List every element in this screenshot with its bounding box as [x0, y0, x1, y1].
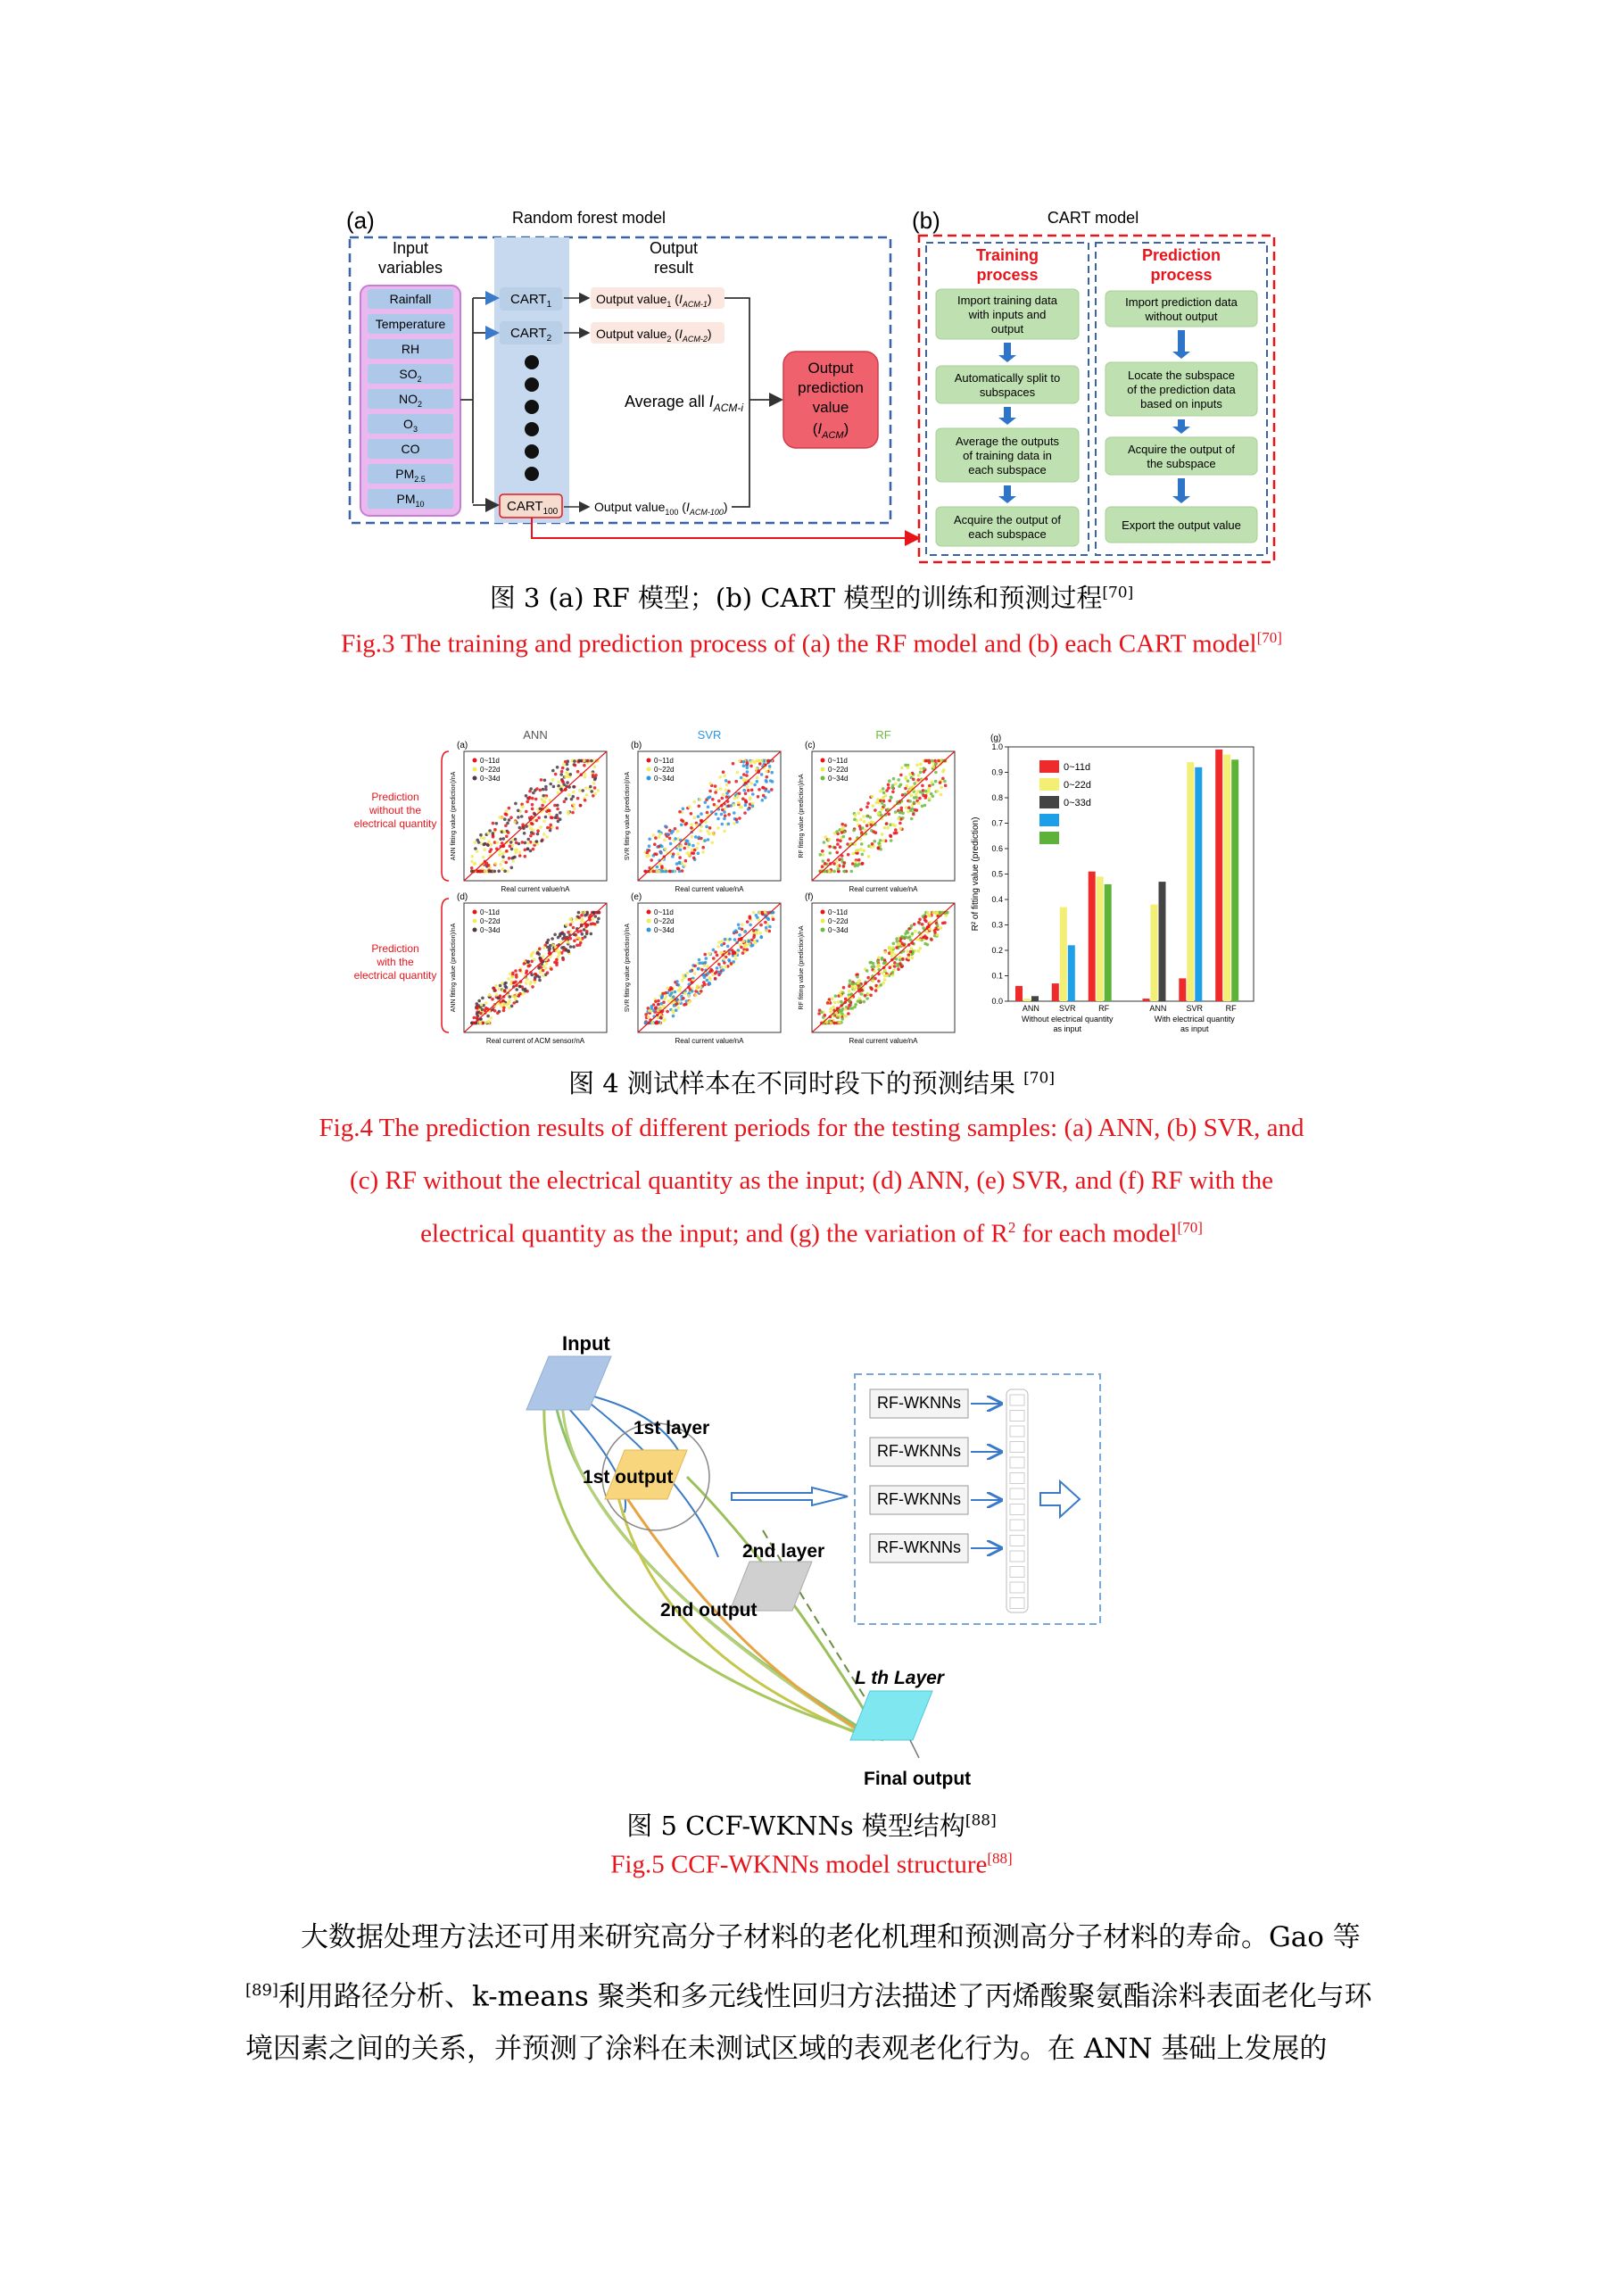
paragraph-line-3: 境因素之间的关系，并预测了涂料在未测试区域的表观老化行为。在 ANN 基础上发展的 [245, 2033, 1328, 2066]
prediction-step-2-line-2: based on inputs [1140, 397, 1222, 410]
panel-b-label: (b) [912, 207, 940, 234]
svg-text:SO2: $SO_2$ [399, 367, 422, 384]
scatter-legend-label: 0~22d [480, 917, 501, 925]
category-label: ANN [1149, 1004, 1167, 1013]
training-step-2 [936, 366, 1079, 403]
y-tick-label: 0.0 [991, 997, 1003, 1006]
output-hollow-arrow [1040, 1481, 1080, 1517]
scatter-ylabel: ANN fitting value (prediction)/nA [451, 771, 457, 861]
scatter-panel-f [799, 892, 955, 1045]
average-label: Average all $I_{ACM-i}$ [625, 393, 744, 414]
input-variable-5 [368, 414, 453, 434]
y-tick-label: 1.0 [991, 742, 1003, 751]
category-label: SVR [1058, 1004, 1076, 1013]
svg-text:PM2.5: $PM_{2.5}$ [395, 467, 426, 484]
bar-svr-4-s0 [1179, 978, 1186, 1001]
layer-connection-curves [544, 1389, 883, 1740]
panel-letter: (d) [457, 892, 468, 902]
scatter-legend-label: 0~11d [654, 757, 674, 765]
scatter-legend-label: 0~34d [828, 926, 849, 934]
row-label-top-3: electrical quantity [353, 817, 437, 830]
prediction-step-4 [1105, 507, 1257, 543]
paragraph-line-2: [89]利用路径分析、k-means 聚类和多元线性回归方法描述了丙烯酸聚氨酯涂料表面老化与环 [245, 1980, 1372, 2013]
training-step-4-line-0: Acquire the output of [954, 513, 1061, 526]
body-paragraph [245, 1911, 1379, 2076]
input-header-2: variables [377, 259, 443, 277]
input-variable-3 [368, 364, 453, 384]
scatter-ylabel: SVR fitting value (prediction)/nA [625, 771, 631, 861]
l-th-layer-label: L th Layer [855, 1668, 944, 1688]
scatter-legend-label: 0~22d [654, 917, 675, 925]
panel-letter: (b) [631, 741, 642, 750]
category-label: RF [1098, 1004, 1110, 1013]
legend-label-2: 0~33d [1064, 798, 1091, 808]
rf-wknns-block-1 [870, 1389, 1001, 1418]
row-label-bottom-2: with the [377, 956, 414, 968]
training-step-3-line-2: each subspace [968, 463, 1047, 477]
scatter-ylabel: RF fitting value (prediction)/nA [799, 774, 805, 858]
svg-text:Output: Output [807, 360, 854, 377]
scatter-legend-label: 0~11d [480, 757, 500, 765]
fig4-caption-cn: 图 4 测试样本在不同时段下的预测结果 [70] [567, 1068, 1055, 1098]
step-arrow [998, 407, 1016, 425]
training-step-2-line-1: subspaces [979, 385, 1036, 399]
output-value-2 [591, 322, 725, 344]
step-arrow [998, 343, 1016, 362]
panel-letter: (a) [457, 741, 468, 750]
fig5-caption-cn: 图 5 CCF-WKNNs 模型结构[88] [626, 1811, 997, 1841]
svg-text:Rainfall: Rainfall [389, 292, 432, 306]
r2-bar-chart [971, 734, 1254, 1033]
output-header-1: Output [649, 239, 699, 257]
svg-text:CART1: $CART_1$ [510, 292, 552, 310]
rf-wknns-block-4 [870, 1534, 1001, 1562]
scatter-xlabel: Real current value/nA [501, 885, 570, 893]
figure-5 [509, 1334, 1115, 1798]
panel-letter: (f) [805, 892, 814, 902]
input-layer-shape [526, 1356, 611, 1410]
scatter-legend-label: 0~22d [828, 766, 849, 774]
legend-label-1: 0~22d [1064, 780, 1091, 791]
legend-swatch-1 [1039, 778, 1059, 791]
panel-a-label: (a) [346, 207, 375, 234]
y-axis-label: R² of fitting value (prediction) [971, 816, 981, 932]
legend-swatch-4 [1039, 832, 1059, 844]
fig3-caption-en: Fig.3 The training and prediction process of (a) the RF model and (b) each CART model[70] [341, 629, 1282, 659]
scatter-legend-label: 0~11d [654, 908, 674, 916]
group-label: as input [1180, 1024, 1209, 1033]
training-step-3-line-0: Average the outputs [955, 435, 1060, 448]
output-header-2: result [653, 259, 694, 277]
row-label-bottom-3: electrical quantity [353, 969, 437, 982]
y-tick-label: 0.1 [991, 971, 1003, 981]
svg-text:Temperature: Temperature [375, 317, 446, 331]
svg-text:RF-WKNNs: RF-WKNNs [877, 1490, 961, 1508]
prediction-step-1-line-0: Import prediction data [1125, 295, 1238, 309]
figure-3 [339, 203, 1285, 569]
step-arrow [1172, 419, 1190, 434]
svg-text:NO2: $NO_2$ [398, 392, 423, 409]
scatter-ylabel: RF fitting value (prediction)/nA [799, 925, 805, 1010]
svg-text:Output value100 (IACM-100): Output value$_{100}$ $(I_{ACM-100})$ [594, 500, 728, 517]
training-step-3-line-1: of training data in [963, 449, 1052, 462]
paragraph-line-1: 大数据处理方法还可用来研究高分子材料的老化机理和预测高分子材料的寿命。Gao 等 [301, 1921, 1361, 1953]
bar-rf-5-s1 [1223, 755, 1230, 1001]
svg-text:RF-WKNNs: RF-WKNNs [877, 1538, 961, 1556]
scatter-xlabel: Real current value/nA [675, 1037, 744, 1045]
legend-swatch-3 [1039, 814, 1059, 826]
training-step-1-line-0: Import training data [956, 294, 1058, 307]
scatter-legend-label: 0~11d [480, 908, 500, 916]
step-arrow [1172, 330, 1190, 359]
panel-letter: (e) [631, 892, 642, 902]
y-tick-label: 0.8 [991, 793, 1003, 802]
legend-swatch-0 [1039, 760, 1059, 773]
svg-text:CO: CO [401, 442, 420, 456]
scatter-legend-label: 0~22d [828, 917, 849, 925]
input-label: Input [562, 1334, 610, 1355]
scatter-xlabel: Real current value/nA [849, 1037, 918, 1045]
output-prediction-value-box [783, 352, 878, 448]
bar-rf-2-s0 [1089, 872, 1096, 1001]
svg-text:Output value2 (IACM-2): Output value$_2$ $(I_{ACM-2})$ [596, 327, 712, 344]
bar-rf-5-s0 [1215, 750, 1222, 1001]
bar-ann-3-s0 [1143, 999, 1150, 1001]
cart-100-to-cart-model-arrow [532, 518, 919, 538]
input-header-1: Input [392, 239, 429, 257]
scatter-legend-label: 0~22d [480, 766, 501, 774]
scatter-legend-label: 0~11d [828, 757, 848, 765]
bar-ann-0-s1 [1023, 999, 1031, 1001]
input-variable-6 [368, 439, 453, 459]
prediction-title-1: Prediction [1141, 246, 1221, 264]
fig5-caption-en: Fig.5 CCF-WKNNs model structure[88] [610, 1850, 1013, 1879]
training-title-2: process [976, 266, 1039, 284]
training-step-1-line-2: output [990, 322, 1024, 336]
input-variable-0 [368, 289, 453, 309]
prediction-step-3 [1105, 437, 1257, 475]
scatter-legend-label: 0~22d [654, 766, 675, 774]
bar-svr-1-s1 [1060, 908, 1067, 1001]
step-arrow [998, 485, 1016, 503]
svg-text:CART2: $CART_2$ [510, 326, 552, 344]
training-title-1: Training [975, 246, 1039, 264]
scatter-panel-c [799, 728, 955, 893]
svg-text:PM10: $PM_{10}$ [396, 492, 425, 509]
group-label: With electrical quantity [1154, 1015, 1235, 1024]
col-title-1: SVR [697, 728, 722, 742]
svg-text:CART100: $CART_{100}$ [507, 499, 559, 517]
y-tick-label: 0.6 [991, 844, 1003, 853]
input-to-cart-connector [460, 298, 498, 505]
col-title-0: ANN [523, 728, 548, 742]
row-label-top-1: Prediction [371, 791, 419, 803]
bar-ann-0-s0 [1015, 986, 1023, 1001]
first-layer-label: 1st layer [633, 1418, 710, 1438]
neuron-column [1006, 1389, 1028, 1612]
svg-text:Output value1 (IACM-1): Output value$_1$ $(I_{ACM-1})$ [596, 292, 712, 309]
input-variable-7 [368, 464, 453, 484]
prediction-step-2-line-1: of the prediction data [1127, 383, 1236, 396]
final-output-label: Final output [864, 1769, 972, 1789]
panel-letter: (c) [805, 741, 816, 750]
svg-text:O3: $O_3$ [403, 417, 418, 434]
scatter-legend-label: 0~34d [480, 926, 501, 934]
scatter-legend-label: 0~34d [480, 775, 501, 783]
input-variable-2 [368, 339, 453, 359]
training-step-4-line-1: each subspace [968, 527, 1047, 541]
panel-letter-g: (g) [990, 734, 1002, 743]
training-step-1 [936, 289, 1079, 339]
y-tick-label: 0.3 [991, 920, 1003, 930]
bar-rf-5-s4 [1231, 759, 1238, 1001]
cart-2 [500, 321, 562, 344]
bar-ann-3-s1 [1151, 905, 1158, 1001]
scatter-panel-b [625, 728, 781, 893]
svg-text:RF-WKNNs: RF-WKNNs [877, 1442, 961, 1460]
category-label: SVR [1186, 1004, 1204, 1013]
prediction-step-2 [1105, 362, 1257, 416]
bar-ann-3-s2 [1159, 882, 1166, 1001]
prediction-step-3-line-0: Acquire the output of [1128, 443, 1235, 456]
prediction-step-1 [1105, 291, 1257, 327]
category-label: RF [1225, 1004, 1237, 1013]
output-value-100 [594, 500, 728, 517]
rf-wknns-block-3 [870, 1486, 1001, 1514]
prediction-title-2: process [1150, 266, 1213, 284]
scatter-panel-e [625, 892, 781, 1045]
scatter-ylabel: ANN fitting value (prediction)/nA [451, 923, 457, 1013]
svg-text:prediction: prediction [798, 379, 864, 396]
svg-text:RF-WKNNs: RF-WKNNs [877, 1394, 961, 1412]
y-tick-label: 0.2 [991, 946, 1003, 955]
scatter-panels [451, 728, 955, 1045]
prediction-step-1-line-1: without output [1145, 310, 1218, 323]
scatter-legend-label: 0~34d [654, 926, 675, 934]
fig4-caption-en-2: (c) RF without the electrical quantity as the input; (d) ANN, (e) SVR, and (f) RF with the [350, 1166, 1273, 1195]
fig4-caption-en-3: electrical quantity as the input; and (g) the variation of $R^2$ for each model[70] [420, 1219, 1203, 1248]
training-step-3 [936, 428, 1079, 482]
scatter-legend-label: 0~34d [828, 775, 849, 783]
training-step-4 [936, 507, 1079, 546]
rf-wknns-blocks [870, 1389, 1001, 1562]
input-variable-list [368, 289, 453, 509]
bar-rf-2-s4 [1105, 884, 1112, 1001]
second-output-label: 2nd output [660, 1600, 758, 1620]
prediction-step-4-line-0: Export the output value [1122, 518, 1241, 532]
prediction-step-2-line-0: Locate the subspace [1128, 369, 1235, 382]
scatter-panel-d [451, 892, 607, 1045]
scatter-panel-a [451, 728, 607, 893]
svg-text:value: value [812, 399, 849, 416]
y-tick-label: 0.9 [991, 767, 1003, 777]
scatter-ylabel: SVR fitting value (prediction)/nA [625, 923, 631, 1013]
y-tick-label: 0.5 [991, 869, 1003, 879]
input-variable-1 [368, 314, 453, 334]
bar-svr-1-s0 [1052, 983, 1059, 1001]
rf-wknns-block-2 [870, 1438, 1001, 1466]
scatter-xlabel: Real current value/nA [675, 885, 744, 893]
first-output-label: 1st output [583, 1467, 674, 1488]
svg-text:RH: RH [401, 342, 420, 356]
input-variable-4 [368, 389, 453, 409]
group-label: as input [1053, 1024, 1082, 1033]
cart-model-title: CART model [1047, 209, 1139, 227]
scatter-xlabel: Real current value/nA [849, 885, 918, 893]
scatter-xlabel: Real current of ACM sensor/nA [485, 1037, 585, 1045]
fig3-caption-cn: 图 3 (a) RF 模型；(b) CART 模型的训练和预测过程[70] [489, 583, 1134, 613]
figure-4 [344, 725, 1280, 1046]
row-label-bottom-1: Prediction [371, 942, 419, 955]
group-label: Without electrical quantity [1021, 1015, 1114, 1024]
cart-1 [500, 287, 562, 311]
training-step-2-line-0: Automatically split to [954, 371, 1061, 385]
col-title-2: RF [875, 728, 891, 742]
step-arrow [1172, 478, 1190, 503]
training-step-1-line-1: with inputs and [968, 308, 1047, 321]
y-tick-label: 0.4 [991, 895, 1003, 904]
fig4-caption-en-1: Fig.4 The prediction results of different periods for the testing samples: (a) ANN, (b) SVR, and [319, 1114, 1304, 1142]
input-variable-8 [368, 489, 453, 509]
scatter-legend-label: 0~34d [654, 775, 675, 783]
output-value-1 [591, 287, 725, 309]
legend-label-0: 0~11d [1064, 762, 1091, 773]
bar-svr-4-s3 [1195, 767, 1202, 1001]
final-output-shape [850, 1691, 932, 1740]
cart-100 [500, 494, 562, 518]
category-label: ANN [1022, 1004, 1039, 1013]
y-tick-label: 0.7 [991, 818, 1003, 828]
scatter-legend-label: 0~11d [828, 908, 848, 916]
bar-ann-0-s2 [1031, 996, 1039, 1001]
bar-rf-2-s1 [1097, 876, 1104, 1001]
bar-svr-1-s3 [1068, 945, 1075, 1001]
legend-swatch-2 [1039, 796, 1059, 808]
second-layer-label: 2nd layer [742, 1541, 825, 1562]
bar-svr-4-s1 [1187, 762, 1194, 1001]
rf-model-title: Random forest model [511, 209, 667, 227]
svg-text:(IACM): $(I_{ACM})$ [812, 420, 849, 441]
prediction-step-3-line-1: the subspace [1147, 457, 1216, 470]
feed-arrow [732, 1488, 848, 1505]
row-label-top-2: without the [368, 804, 422, 816]
